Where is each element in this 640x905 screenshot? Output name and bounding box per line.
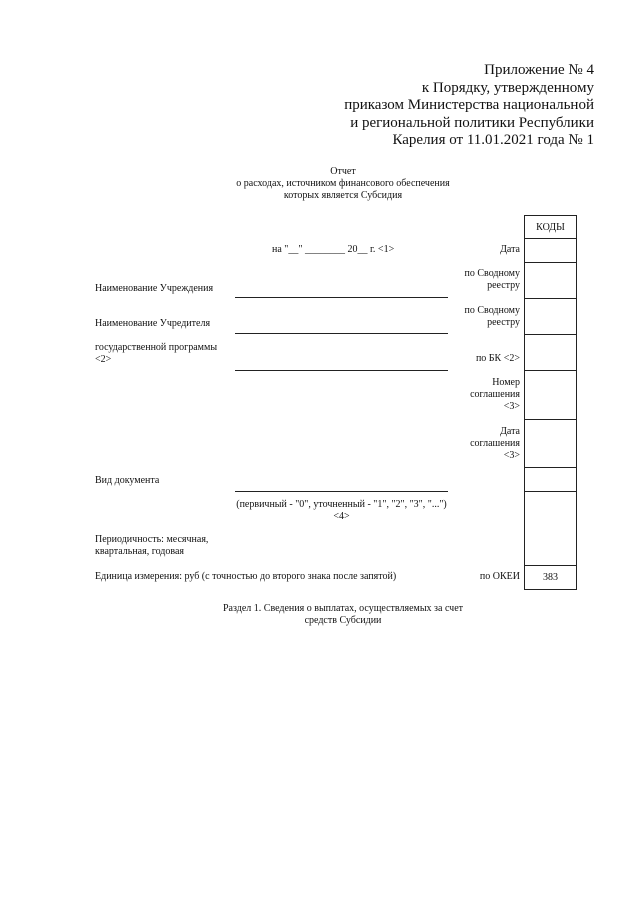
doc-type-note: (первичный - "0", уточненный - "1", "2", "3", "...") <4> — [236, 499, 447, 522]
section-1-title — [190, 603, 496, 627]
appendix-line: Карелия от 11.01.2021 года № 1 — [392, 132, 594, 148]
report-title-line: Отчет — [330, 166, 356, 177]
program-label: государственной программы <2> — [95, 342, 218, 365]
appendix-line: приказом Министерства национальной — [344, 97, 594, 113]
institution-label: Наименование Учреждения — [95, 283, 214, 294]
section-1-title-line: Раздел 1. Сведения о выплатах, осуществляемых за счет — [222, 603, 464, 614]
codes-table — [524, 215, 577, 590]
code-cell-date — [525, 239, 576, 263]
report-title-line: которых является Субсидия — [283, 190, 403, 201]
section-1-title-line: средств Субсидии — [304, 615, 382, 626]
periodicity-label: Периодичность: месячная, квартальная, годовая — [95, 534, 209, 557]
appendix-line: и региональной политики Республики — [350, 114, 594, 131]
code-label-okei: по ОКЕИ — [479, 571, 520, 582]
code-label-registry-2: по Сводному реестру — [464, 305, 520, 328]
doc-type-label: Вид документа — [95, 475, 160, 486]
codes-header: КОДЫ — [525, 216, 576, 239]
appendix-line: Приложение № 4 — [484, 62, 594, 78]
institution-underline — [235, 297, 448, 298]
unit-label: Единица измерения: руб (с точностью до второго знака после запятой) — [95, 571, 397, 582]
founder-label: Наименование Учредителя — [95, 318, 211, 329]
appendix-header — [344, 62, 594, 150]
doc-type-underline — [235, 491, 448, 492]
code-cell-okei: 383 — [543, 572, 558, 583]
code-cell-agreement-date — [525, 420, 576, 468]
report-title-line: о расходах, источником финансового обеспечения — [236, 178, 450, 189]
code-label-date: Дата — [500, 244, 520, 255]
code-label-bk: по БК <2> — [475, 353, 520, 364]
code-cell-registry-1 — [525, 263, 576, 299]
code-cell-doc-type — [525, 468, 576, 492]
code-label-agreement-date: Дата соглашения <3> — [470, 426, 520, 461]
report-title — [190, 166, 496, 202]
code-label-registry-1: по Сводному реестру — [464, 268, 520, 291]
program-underline — [235, 370, 448, 371]
code-cell-periodicity — [525, 492, 576, 566]
code-cell-agreement-number — [525, 371, 576, 420]
appendix-line: к Порядку, утвержденному — [421, 79, 594, 96]
report-date-line: на "__" ________ 20__ г. <1> — [272, 244, 395, 255]
code-label-agreement-number: Номер соглашения <3> — [470, 377, 520, 412]
founder-underline — [235, 333, 448, 334]
code-cell-registry-2 — [525, 299, 576, 335]
code-cell-bk — [525, 335, 576, 371]
